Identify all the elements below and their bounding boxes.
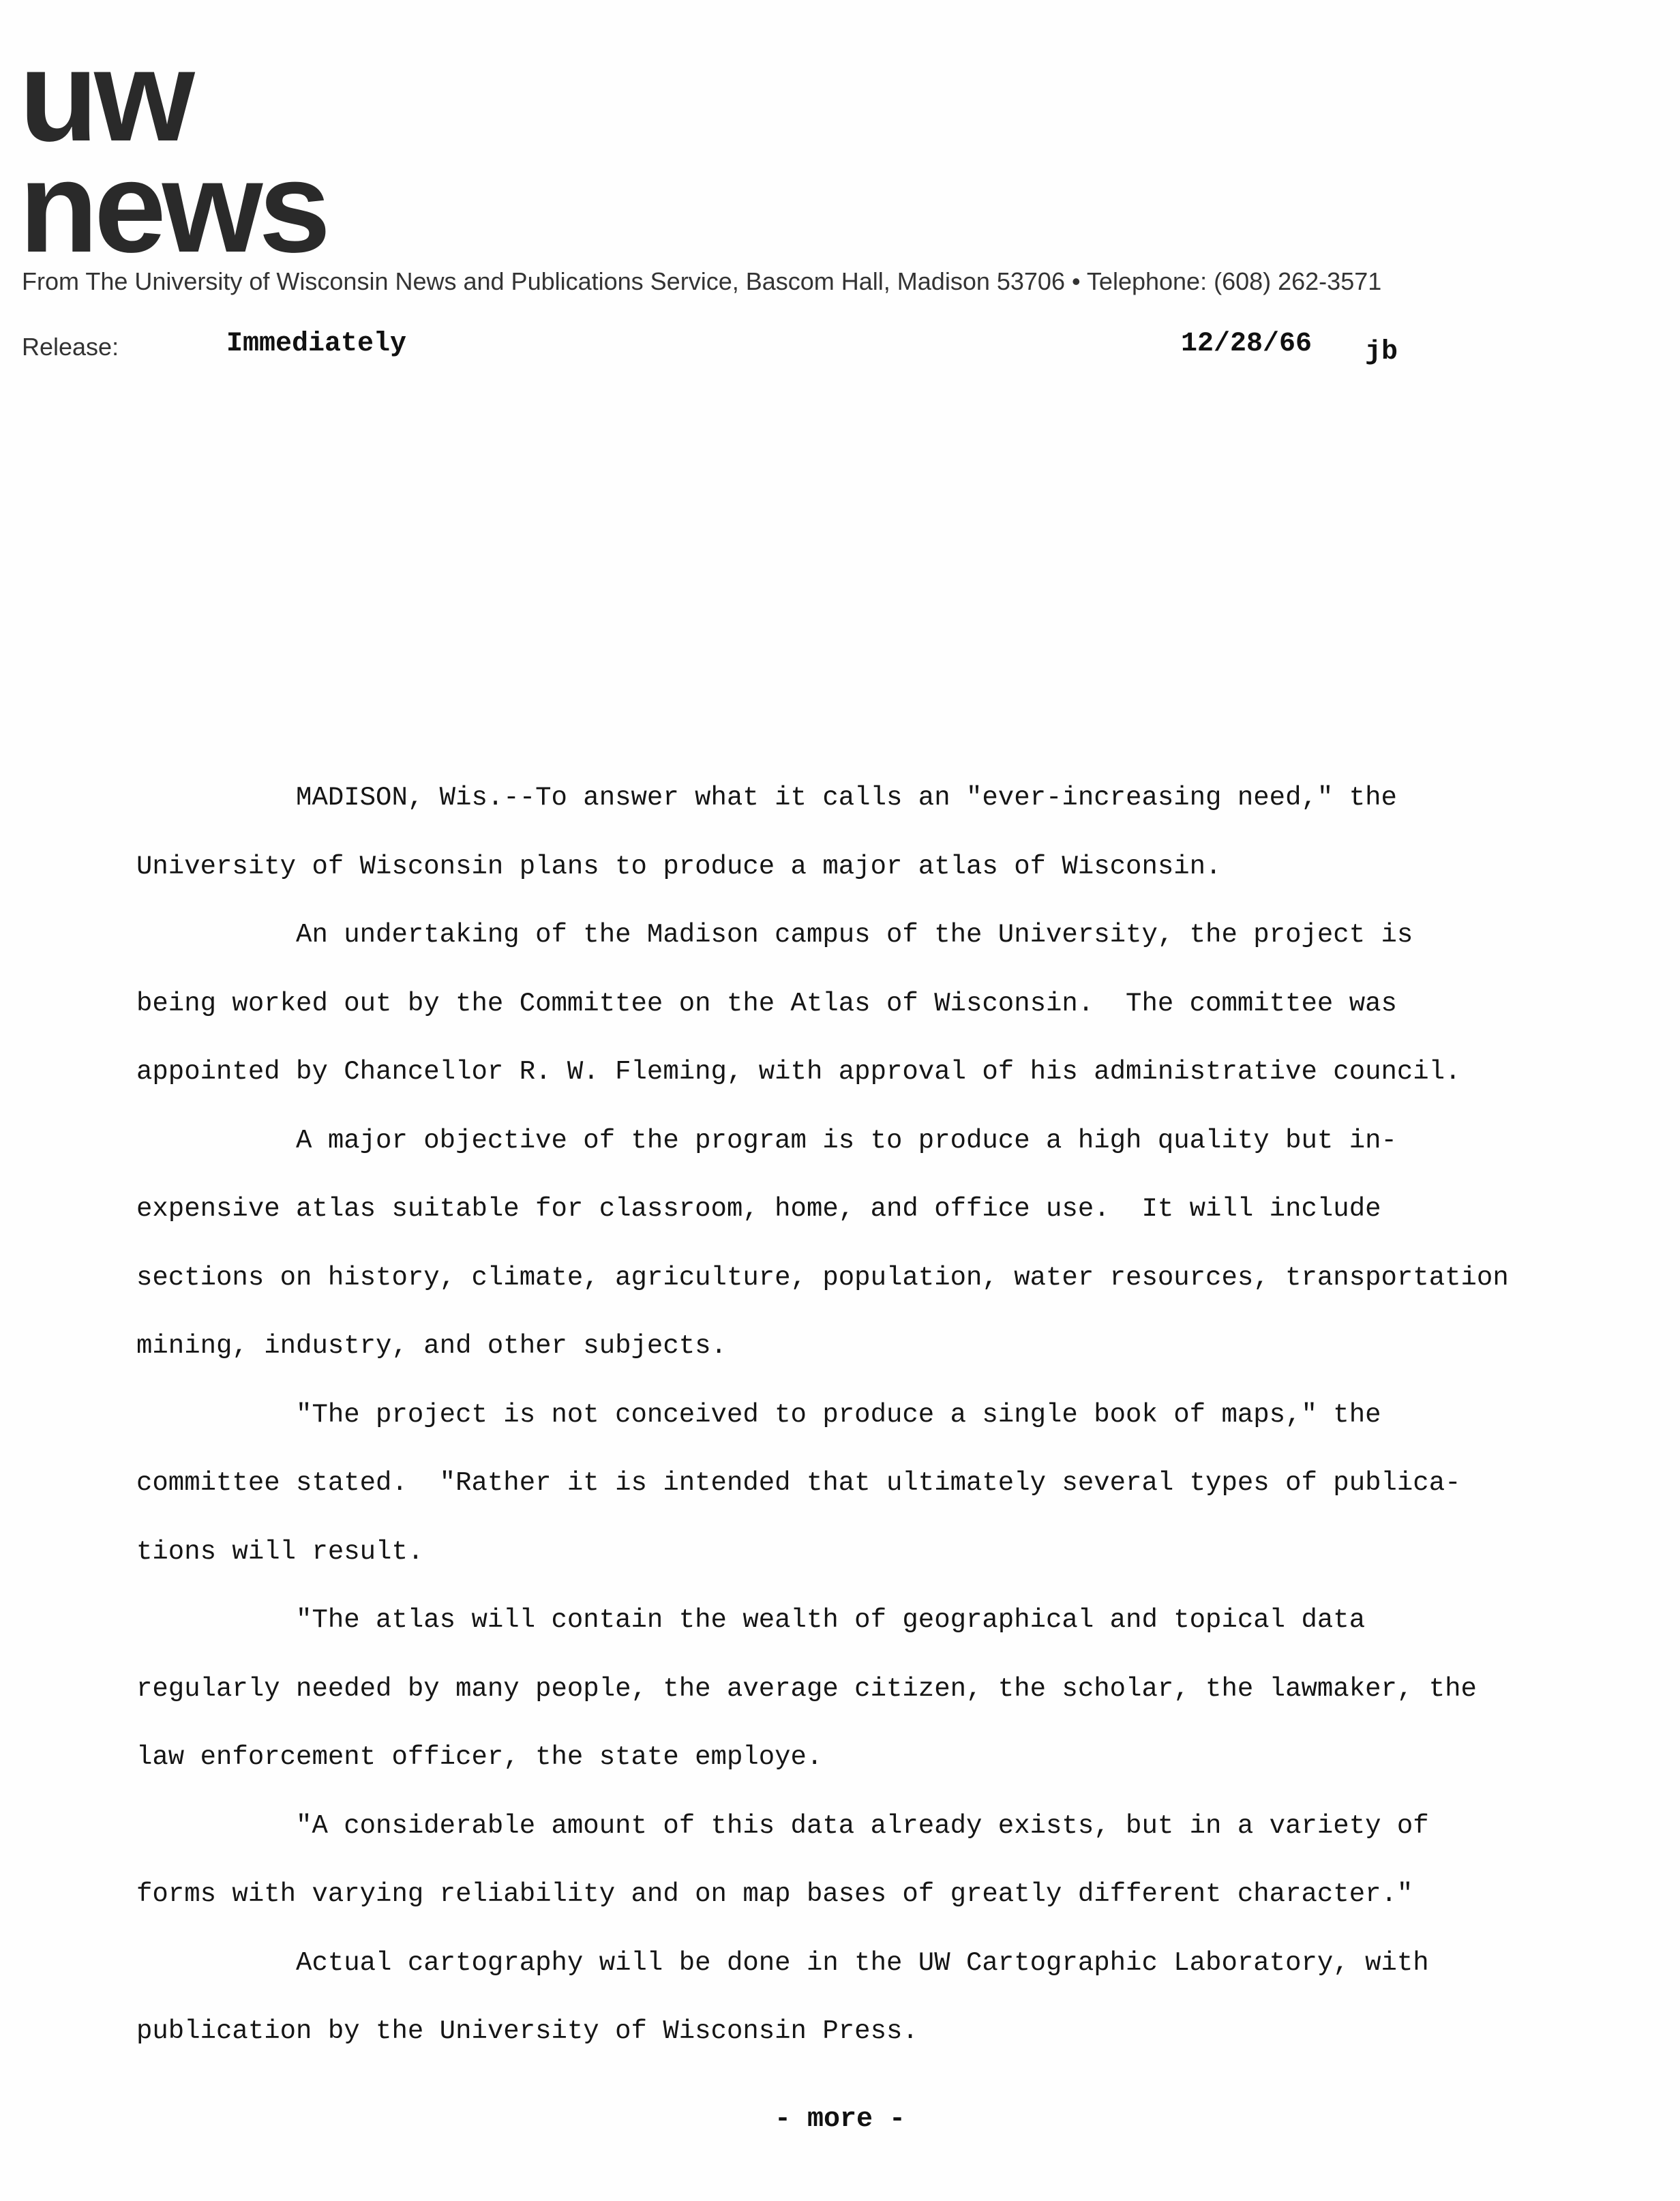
body-line: appointed by Chancellor R. W. Fleming, with approval of his administrative council.	[136, 1057, 1461, 1087]
body-line: A major objective of the program is to produce a high quality but in-	[136, 1125, 1397, 1156]
body-line: sections on history, climate, agriculture, population, water resources, transportation	[136, 1262, 1509, 1293]
logo-line-news: news	[19, 135, 327, 280]
continuation-marker: - more -	[774, 2104, 906, 2135]
body-line: MADISON, Wis.--To answer what it calls an "ever-increasing need," the	[136, 783, 1397, 813]
body-line: being worked out by the Committee on the Atlas of Wisconsin. The committee was	[136, 988, 1397, 1019]
body-line: "The atlas will contain the wealth of geographical and topical data	[136, 1605, 1366, 1635]
body-line: tions will result.	[136, 1536, 424, 1567]
release-label: Release:	[22, 333, 119, 361]
author-initials: jb	[1365, 337, 1398, 368]
body-line: committee stated. "Rather it is intended that ultimately several types of publica-	[136, 1468, 1461, 1498]
letterhead-address: From The University of Wisconsin News and Publications Service, Bascom Hall, Madison 53706 • Telephone: (608) 262-3571	[22, 267, 1382, 295]
body-line: University of Wisconsin plans to produce a major atlas of Wisconsin.	[136, 851, 1222, 882]
body-line: Actual cartography will be done in the UW Cartographic Laboratory, with	[136, 1947, 1429, 1978]
body-line: publication by the University of Wisconsin Press.	[136, 2016, 918, 2046]
body-line: regularly needed by many people, the average citizen, the scholar, the lawmaker, the	[136, 1673, 1477, 1704]
body-line: An undertaking of the Madison campus of the University, the project is	[136, 920, 1413, 950]
article-body	[136, 764, 1568, 2066]
release-row	[22, 329, 1454, 370]
body-line: law enforcement officer, the state employe.	[136, 1742, 823, 1772]
body-line: mining, industry, and other subjects.	[136, 1331, 727, 1361]
uw-news-logo	[19, 24, 428, 280]
body-line: "A considerable amount of this data already exists, but in a variety of	[136, 1810, 1429, 1841]
body-line: "The project is not conceived to produce a single book of maps," the	[136, 1399, 1381, 1430]
body-line: expensive atlas suitable for classroom, home, and office use. It will include	[136, 1194, 1381, 1224]
release-value: Immediately	[226, 329, 407, 359]
release-date: 12/28/66	[1181, 329, 1312, 359]
body-line: forms with varying reliability and on map bases of greatly different character."	[136, 1879, 1413, 1909]
logo-line-uw: uw	[19, 24, 191, 168]
